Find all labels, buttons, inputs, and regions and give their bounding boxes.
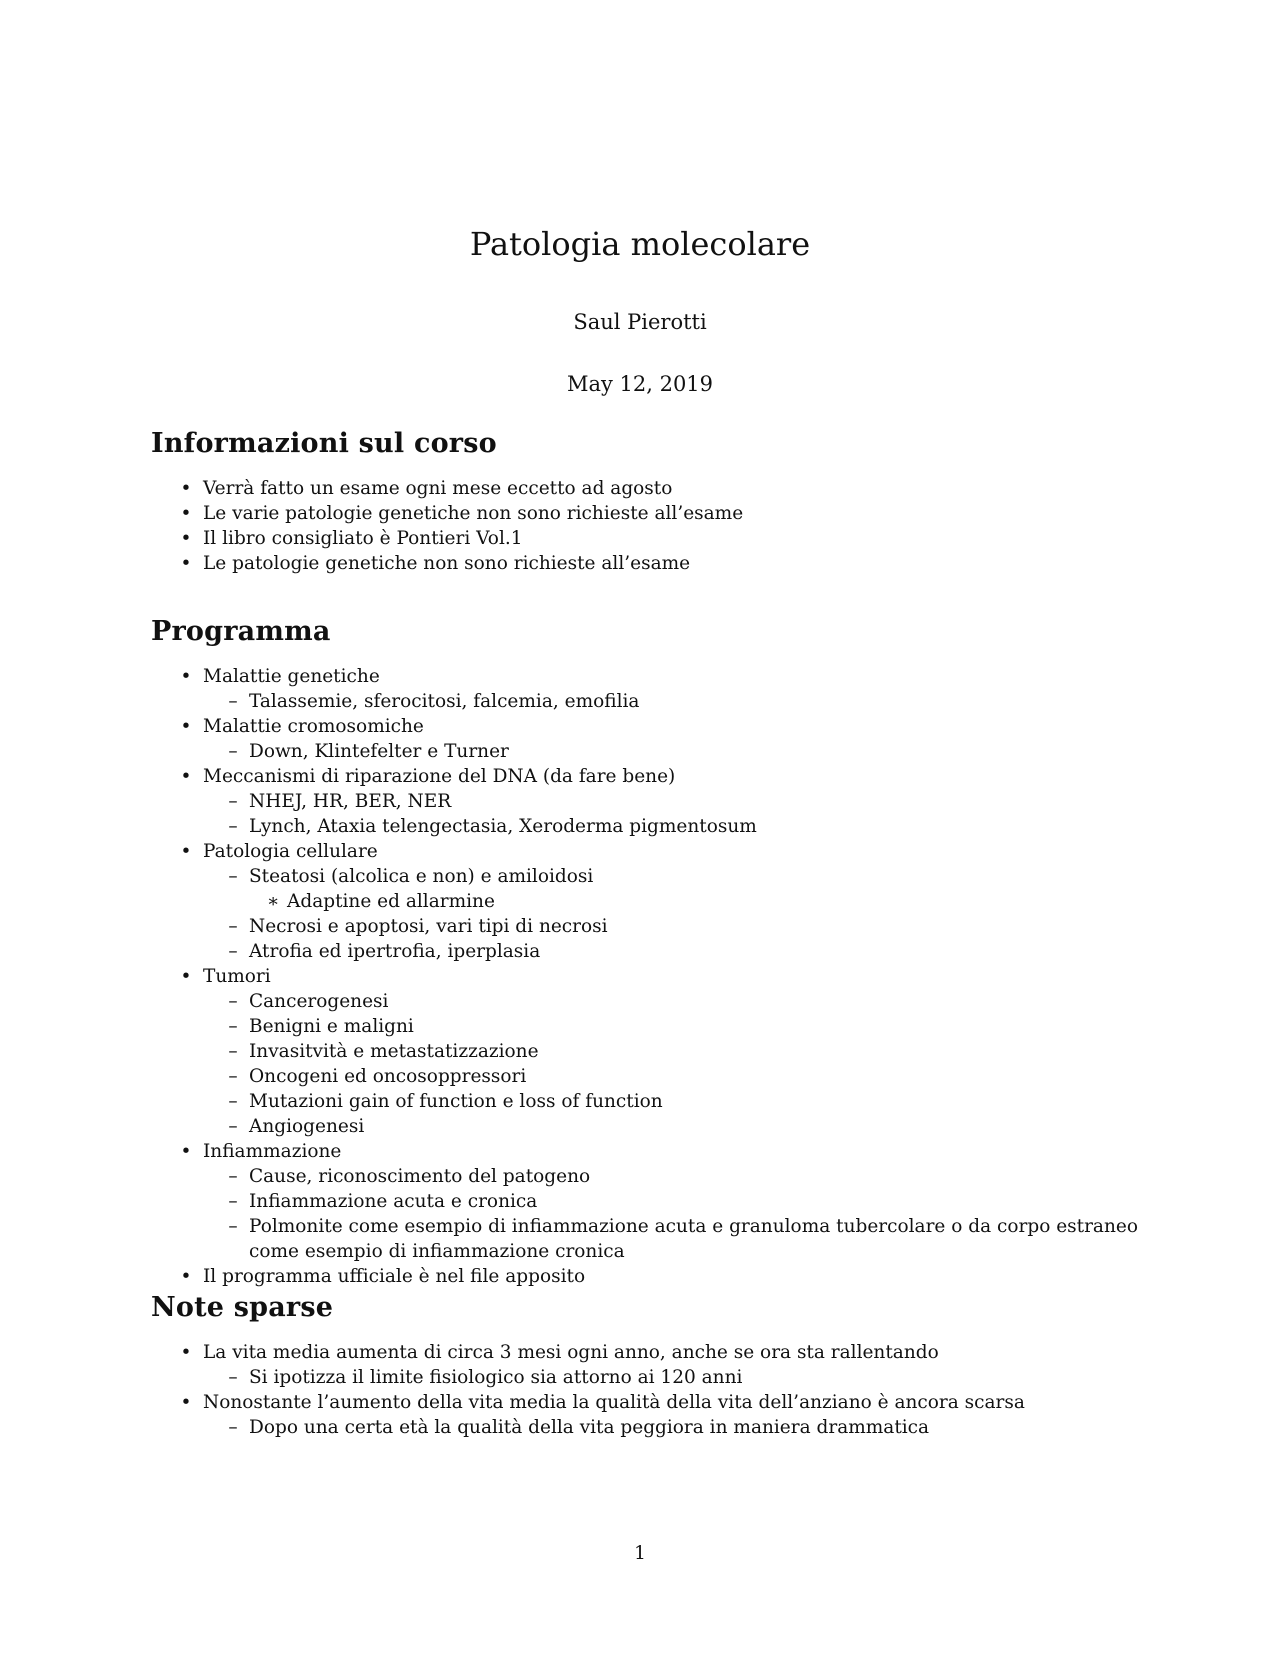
section-programma [151, 614, 1151, 1289]
sub-list-item-text: Steatosi (alcolica e non) e amiloidosi [249, 866, 594, 887]
section-heading: Programma [151, 616, 331, 647]
list-item [151, 551, 1151, 576]
sub-list-item-text: Cancerogenesi [249, 991, 389, 1012]
sub-list [203, 1365, 1151, 1390]
bullet-list [151, 1340, 1151, 1440]
sub-list-item [203, 1064, 1151, 1089]
bullet-marker: • [180, 666, 192, 687]
dash-marker: – [228, 941, 238, 962]
list-item-text: Infiammazione [203, 1141, 342, 1162]
list-item [151, 1390, 1151, 1440]
dash-marker: – [228, 916, 238, 937]
sub-list-item [203, 1415, 1151, 1440]
sub-list-item-text: NHEJ, HR, BER, NER [249, 791, 452, 812]
dash-marker: – [228, 1016, 238, 1037]
sub-list-item [203, 939, 1151, 964]
page-number: 1 [634, 1543, 646, 1564]
list-item-text: Malattie genetiche [203, 666, 380, 687]
dash-marker: – [228, 1041, 238, 1062]
sub-list-item-text: Invasitvità e metastatizzazione [249, 1041, 539, 1062]
sub-sub-list-item [249, 889, 1151, 914]
dash-marker: – [228, 1417, 238, 1438]
sub-list-item [203, 689, 1151, 714]
sub-list-item [203, 1089, 1151, 1114]
list-item [151, 1264, 1151, 1289]
document-date: May 12, 2019 [566, 372, 714, 396]
document-author: Saul Pierotti [573, 310, 707, 334]
sub-list [203, 989, 1151, 1139]
sub-list-item [203, 739, 1151, 764]
dash-marker: – [228, 816, 238, 837]
sub-list-item-text: Atrofia ed ipertrofia, iperplasia [249, 941, 541, 962]
bullet-marker: • [180, 528, 192, 549]
dash-marker: – [228, 741, 238, 762]
dash-marker: – [228, 1367, 238, 1388]
section-note-sparse [151, 1290, 1151, 1440]
sub-list-item-text: Down, Klintefelter e Turner [249, 741, 509, 762]
sub-list-item [203, 1014, 1151, 1039]
sub-list-item [203, 1365, 1151, 1390]
sub-list-item [203, 1039, 1151, 1064]
list-item-text: Le patologie genetiche non sono richieste all’esame [203, 553, 691, 574]
document-title: Patologia molecolare [469, 225, 811, 263]
bullet-marker: • [180, 503, 192, 524]
list-item-text: Le varie patologie genetiche non sono richieste all’esame [203, 503, 744, 524]
list-item [151, 1139, 1151, 1264]
sub-list-item-text: Necrosi e apoptosi, vari tipi di necrosi [249, 916, 608, 937]
list-item [151, 839, 1151, 964]
sub-list-item-text: Mutazioni gain of function e loss of function [249, 1091, 663, 1112]
sub-list [203, 689, 1151, 714]
dash-marker: – [228, 1166, 238, 1187]
bullet-marker: • [180, 716, 192, 737]
sub-list-item [203, 1214, 1151, 1264]
section-heading: Note sparse [151, 1292, 334, 1323]
list-item-text: La vita media aumenta di circa 3 mesi ogni anno, anche se ora sta rallentando [203, 1342, 939, 1363]
sub-list-item [203, 789, 1151, 814]
dash-marker: – [228, 1091, 238, 1112]
list-item-text: Il libro consigliato è Pontieri Vol.1 [203, 528, 523, 549]
bullet-list [151, 476, 1151, 576]
bullet-marker: • [180, 1266, 192, 1287]
dash-marker: – [228, 691, 238, 712]
sub-sub-list [249, 889, 1151, 914]
sub-list-item [203, 1114, 1151, 1139]
sub-list [203, 1164, 1151, 1264]
sub-sub-list-item-text: Adaptine ed allarmine [287, 891, 495, 912]
sub-list-item [203, 1189, 1151, 1214]
bullet-marker: • [180, 478, 192, 499]
sub-list-item [203, 864, 1151, 914]
list-item [151, 664, 1151, 714]
list-item-text: Malattie cromosomiche [203, 716, 424, 737]
list-item [151, 526, 1151, 551]
bullet-marker: • [180, 1342, 192, 1363]
dash-marker: – [228, 1116, 238, 1137]
section-informazioni [151, 426, 1151, 576]
bullet-marker: • [180, 1141, 192, 1162]
sub-list [203, 864, 1151, 964]
bullet-list [151, 664, 1151, 1289]
list-item [151, 1340, 1151, 1390]
dash-marker: – [228, 1066, 238, 1087]
list-item-text: Meccanismi di riparazione del DNA (da fare bene) [203, 766, 676, 787]
sub-list-item-text: Si ipotizza il limite fisiologico sia attorno ai 120 anni [249, 1367, 743, 1388]
list-item-text: Tumori [203, 966, 271, 987]
sub-list-item-text: Talassemie, sferocitosi, falcemia, emofilia [249, 691, 640, 712]
sub-list [203, 789, 1151, 839]
dash-marker: – [228, 1191, 238, 1212]
sub-list-item [203, 989, 1151, 1014]
sub-list-item-text: Polmonite come esempio di infiammazione acuta e granuloma tubercolare o da corpo estraneo come esempio di infiammazione cronica [249, 1216, 1138, 1262]
section-heading: Informazioni sul corso [151, 428, 497, 459]
sub-list-item [203, 914, 1151, 939]
list-item [151, 964, 1151, 1139]
sub-list [203, 1415, 1151, 1440]
dash-marker: – [228, 1216, 238, 1237]
sub-list-item-text: Dopo una certa età la qualità della vita peggiora in maniera drammatica [249, 1417, 930, 1438]
sub-list [203, 739, 1151, 764]
list-item-text: Verrà fatto un esame ogni mese eccetto ad agosto [203, 478, 673, 499]
bullet-marker: • [180, 966, 192, 987]
sub-list-item [203, 1164, 1151, 1189]
bullet-marker: • [180, 841, 192, 862]
bullet-marker: • [180, 766, 192, 787]
sub-list-item-text: Benigni e maligni [249, 1016, 414, 1037]
list-item [151, 764, 1151, 839]
sub-list-item-text: Infiammazione acuta e cronica [249, 1191, 538, 1212]
sub-list-item-text: Cause, riconoscimento del patogeno [249, 1166, 591, 1187]
sub-list-item-text: Oncogeni ed oncosoppressori [249, 1066, 527, 1087]
list-item-text: Nonostante l’aumento della vita media la qualità della vita dell’anziano è ancora scarsa [203, 1392, 1025, 1413]
sub-list-item-text: Lynch, Ataxia telengectasia, Xeroderma pigmentosum [249, 816, 757, 837]
dash-marker: – [228, 791, 238, 812]
list-item [151, 476, 1151, 501]
dash-marker: – [228, 866, 238, 887]
sub-list-item-text: Angiogenesi [249, 1116, 365, 1137]
star-marker: ∗ [266, 891, 280, 912]
list-item [151, 501, 1151, 526]
list-item-text: Il programma ufficiale è nel file apposito [203, 1266, 586, 1287]
bullet-marker: • [180, 1392, 192, 1413]
list-item [151, 714, 1151, 764]
sub-list-item [203, 814, 1151, 839]
list-item-text: Patologia cellulare [203, 841, 378, 862]
bullet-marker: • [180, 553, 192, 574]
dash-marker: – [228, 991, 238, 1012]
